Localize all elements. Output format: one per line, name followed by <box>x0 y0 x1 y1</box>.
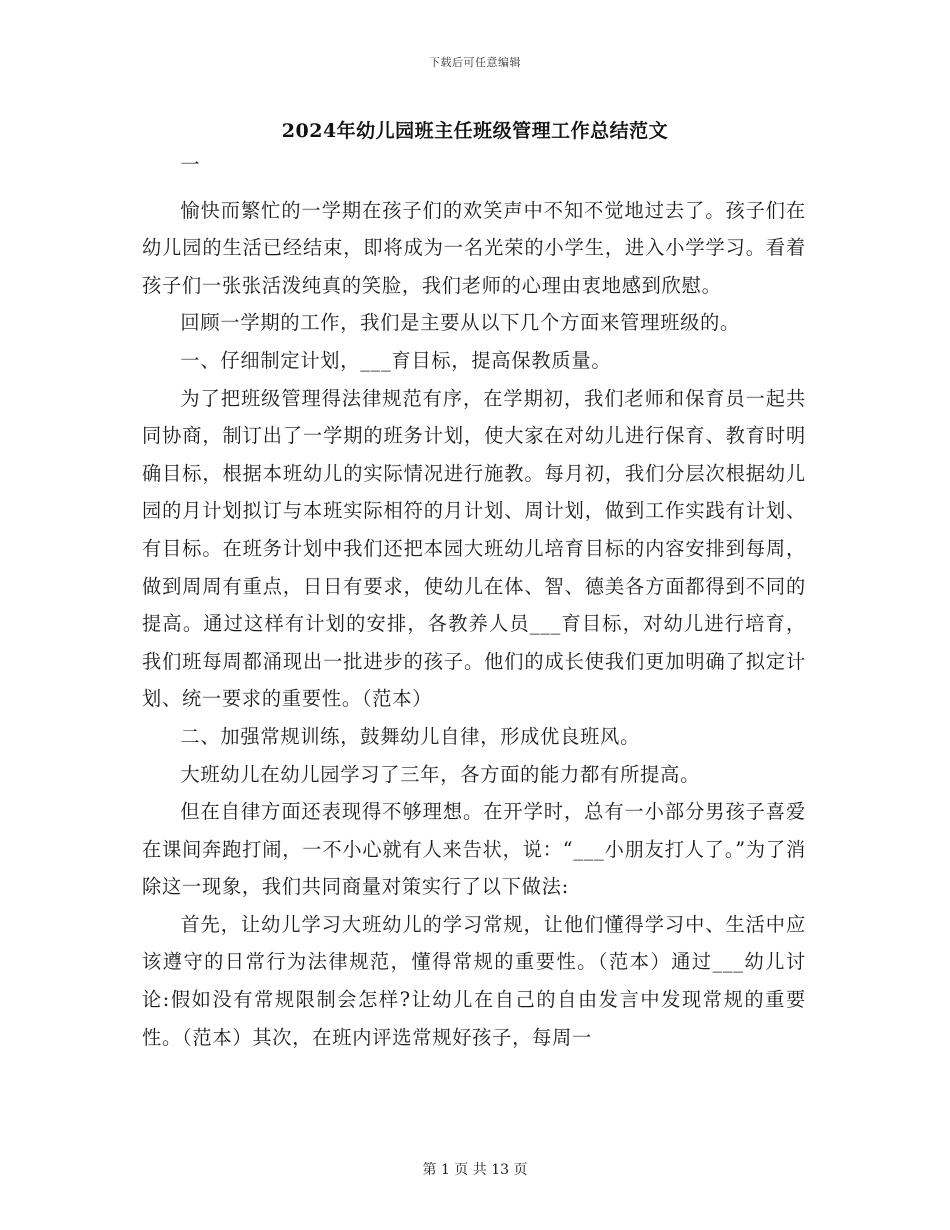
heading-section-one: 一、仔细制定计划，___育目标，提高保教质量。 <box>180 348 612 372</box>
page-number: 第 1 页 共 13 页 <box>422 1162 528 1178</box>
paragraph-review: 回顾一学期的工作，我们是主要从以下几个方面来管理班级的。 <box>180 311 741 335</box>
paragraph-planning: 为了把班级管理得法律规范有序，在学期初，我们老师和保育员一起共同协商，制订出了一学期的班务计划，使大家在对幼儿进行保育、教育时明确目标，根据本班幼儿的实际情况进行施教。每月初，我们分层次根据幼儿园的月计划拟订与本班实际相符的月计划、周计划，做到工作实践有计划、有目标。在班务计划中我们还把本园大班幼儿培育目标的内容安排到每周，做到周周有重点，日日有要求，使幼儿在体、智、德美各方面都得到不同的提高。通过这样有计划的安排，各教养人员___育目标，对幼儿进行培育，我们班每周都涌现出一批进步的孩子。他们的成长使我们更加明确了拟定计划、统一要求的重要性。（范本） <box>142 386 806 711</box>
paragraph-discipline: 但在自律方面还表现得不够理想。在开学时，总有一小部分男孩子喜爱在课间奔跑打闹，一不小心就有人来告状，说：“___小朋友打人了。”为了消除这一现象，我们共同商量对策实行了以下做法: <box>142 800 806 899</box>
paragraph-measures: 首先，让幼儿学习大班幼儿的学习常规，让他们懂得学习中、生活中应该遵守的日常行为法律规范，懂得常规的重要性。（范本）通过___幼儿讨论:假如没有常规限制会怎样?让幼儿在自己的自由发言中发现常规的重要性。（范本）其次，在班内评选常规好孩子，每周一 <box>142 912 806 1049</box>
page-header-note: 下载后可任意编辑 <box>429 56 521 69</box>
document-body <box>142 146 806 1056</box>
paragraph-section-number: 一 <box>180 153 201 176</box>
paragraph-abilities: 大班幼儿在幼儿园学习了三年，各方面的能力都有所提高。 <box>180 762 701 786</box>
document-title: 2024年幼儿园班主任班级管理工作总结范文 <box>281 120 669 142</box>
paragraph-intro: 愉快而繁忙的一学期在孩子们的欢笑声中不知不觉地过去了。孩子们在幼儿园的生活已经结束，即将成为一名光荣的小学生，进入小学学习。看着孩子们一张张活泼纯真的笑脸，我们老师的心理由衷地感到欣慰。 <box>142 198 806 297</box>
heading-section-two: 二、加强常规训练，鼓舞幼儿自律，形成优良班风。 <box>180 724 641 748</box>
